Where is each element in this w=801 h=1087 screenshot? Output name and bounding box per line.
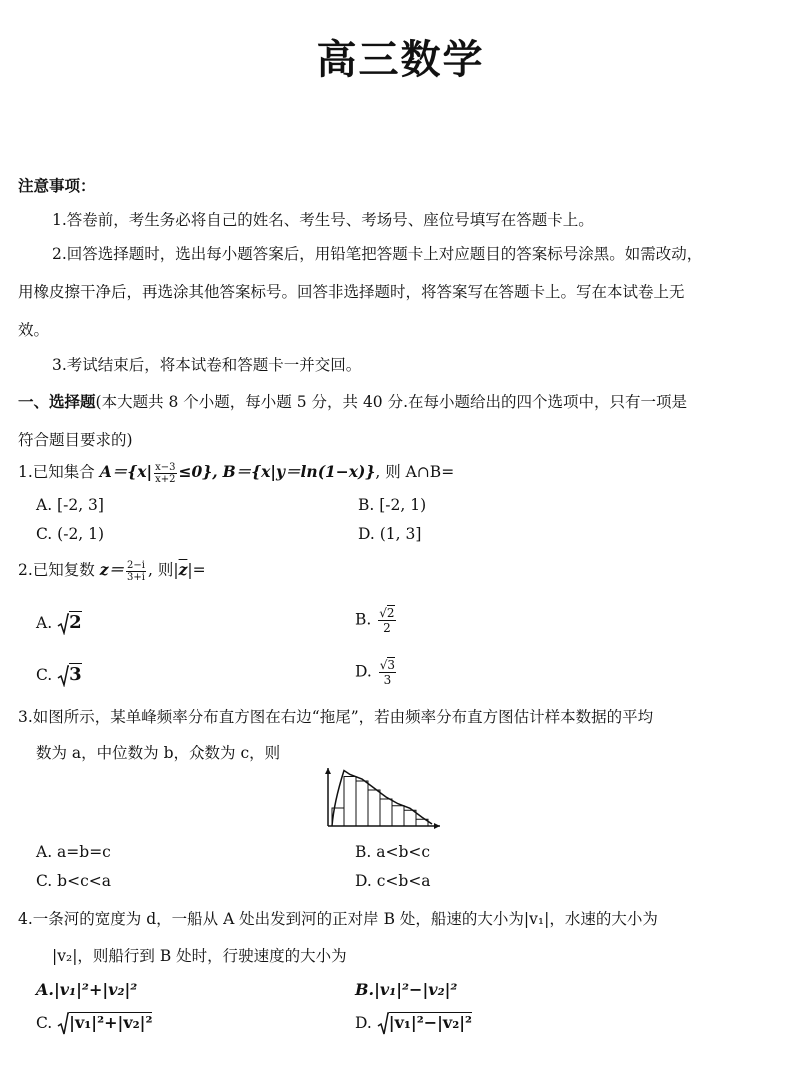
q3-option-d: D. c<b<a — [355, 872, 431, 890]
histogram-bar — [344, 777, 356, 827]
q1-set-a-right: ≤0}, — [178, 462, 218, 481]
q2-z-eq: z＝ — [99, 560, 125, 579]
q3-option-c: C. b<c<a — [36, 872, 111, 890]
sqrt-icon — [57, 665, 69, 687]
q1-prefix: 1.已知集合 — [18, 463, 95, 481]
section-desc-line-1: (本大题共 8 个小题，每小题 5 分，共 40 分.在每小题给出的四个选项中，只有一项是 — [95, 393, 688, 411]
q4-opt-a-text: A.|v₁|²+|v₂|² — [36, 980, 138, 999]
section-name: 选择题 — [49, 392, 96, 411]
q4-opt-d-rad: |v₁|²−|v₂|² — [388, 1013, 473, 1032]
q2-opt-b-den: 2 — [383, 621, 391, 635]
q2-fraction — [126, 560, 146, 583]
histogram-bar — [392, 806, 404, 826]
q2-zbar: $\overline{z}$ — [178, 560, 188, 579]
q2-suffix-a: , 则| — [148, 561, 179, 579]
q1-option-c: C. (-2, 1) — [36, 525, 105, 543]
q2-option-c — [36, 664, 82, 687]
notice-item-2-line-3: 效。 — [18, 321, 50, 339]
q1-set-a-left: A＝{x| — [99, 462, 153, 481]
q1-frac-den: x+2 — [155, 473, 176, 485]
question-1-stem — [18, 460, 454, 485]
section-label: 一、 — [18, 392, 50, 411]
q2-opt-c-label: C. — [36, 666, 53, 684]
question-4-line-1: 4.一条河的宽度为 d，一船从 A 处出发到河的正对岸 B 处，船速的大小为|v₁|，水速的大小为 — [18, 910, 658, 928]
question-4-line-2: |v₂|，则船行到 B 处时，行驶速度的大小为 — [52, 947, 347, 965]
q4-opt-c-label: C. — [36, 1014, 53, 1032]
q2-opt-d-frac — [379, 658, 396, 687]
question-3-line-1: 3.如图所示，某单峰频率分布直方图在右边“拖尾”，若由频率分布直方图估计样本数据的平均 — [18, 708, 654, 726]
notice-item-3: 3.考试结束后，将本试卷和答题卡一并交回。 — [52, 356, 362, 374]
q2-opt-a-rad: 2 — [69, 612, 82, 633]
notice-item-2-line-2: 用橡皮擦干净后，再选涂其他答案标号。回答非选择题时，将答案写在答题卡上。写在本试卷上无 — [18, 283, 685, 301]
q4-option-a — [36, 980, 137, 999]
q2-frac-den: 3+i — [127, 571, 145, 583]
notice-item-1: 1.答卷前，考生务必将自己的姓名、考生号、考场号、座位号填写在答题卡上。 — [52, 211, 594, 229]
q2-opt-d-den: 3 — [383, 673, 392, 687]
density-curve — [332, 771, 432, 827]
histogram-bar — [404, 810, 416, 826]
q4-option-b — [355, 980, 457, 999]
sqrt-icon — [377, 1012, 389, 1036]
q1-set-b: B＝{x|y＝ln(1−x)} — [222, 462, 376, 481]
q2-prefix: 2.已知复数 — [18, 561, 95, 579]
q4-option-c — [36, 1012, 152, 1036]
q4-option-d — [355, 1012, 472, 1036]
q2-opt-b-rad: 2 — [386, 606, 395, 620]
q2-opt-d-rad: 3 — [387, 658, 396, 672]
q1-suffix: , 则 A∩B= — [375, 463, 455, 481]
q2-opt-b-num — [378, 606, 395, 621]
q2-option-a — [36, 612, 82, 635]
x-axis-arrow-icon — [434, 823, 440, 829]
q2-opt-d-num — [379, 658, 396, 673]
q1-option-b: B. [-2, 1) — [358, 496, 427, 514]
q3-option-a: A. a=b=c — [36, 843, 111, 861]
sqrt-icon: √ — [379, 606, 387, 620]
q3-option-b: B. a<b<c — [355, 843, 431, 861]
sqrt-icon — [57, 1012, 69, 1036]
notice-heading: 注意事项： — [18, 176, 96, 195]
q2-opt-c-rad: 3 — [69, 664, 82, 685]
q1-option-a: A. [-2, 3] — [36, 496, 104, 514]
q2-opt-a-label: A. — [36, 614, 53, 632]
q2-frac-num: 2−i — [127, 559, 145, 571]
notice-item-2-line-1: 2.回答选择题时，选出每小题答案后，用铅笔把答题卡上对应题目的答案标号涂黑。如需改动， — [52, 245, 703, 263]
q2-opt-d-label: D. — [355, 662, 372, 681]
section-desc-line-2: 符合题目要求的) — [18, 431, 133, 449]
question-3-line-2: 数为 a，中位数为 b，众数为 c，则 — [36, 744, 281, 762]
histogram-bar — [356, 781, 368, 826]
histogram-chart — [322, 766, 446, 830]
q4-opt-b-text: B.|v₁|²−|v₂|² — [355, 980, 458, 999]
q1-option-d: D. (1, 3] — [358, 525, 422, 543]
section-heading — [18, 390, 687, 412]
sqrt-icon: √ — [379, 658, 388, 672]
page-title: 高三数学 — [316, 37, 485, 83]
q4-opt-c-rad: |v₁|²+|v₂|² — [69, 1013, 153, 1032]
histogram-bar — [380, 799, 392, 826]
q2-opt-b-frac — [378, 606, 395, 635]
q1-fraction — [154, 462, 176, 485]
q2-opt-b-label: B. — [355, 610, 372, 629]
question-2-stem — [18, 558, 206, 583]
histogram-bar — [368, 790, 380, 826]
y-axis-arrow-icon — [325, 768, 331, 774]
q2-option-d — [355, 658, 398, 687]
q1-frac-num: x−3 — [155, 461, 176, 473]
sqrt-icon — [57, 613, 69, 635]
q2-suffix-b: |= — [187, 561, 206, 579]
q4-opt-d-label: D. — [355, 1014, 372, 1032]
q2-option-b — [355, 606, 398, 635]
